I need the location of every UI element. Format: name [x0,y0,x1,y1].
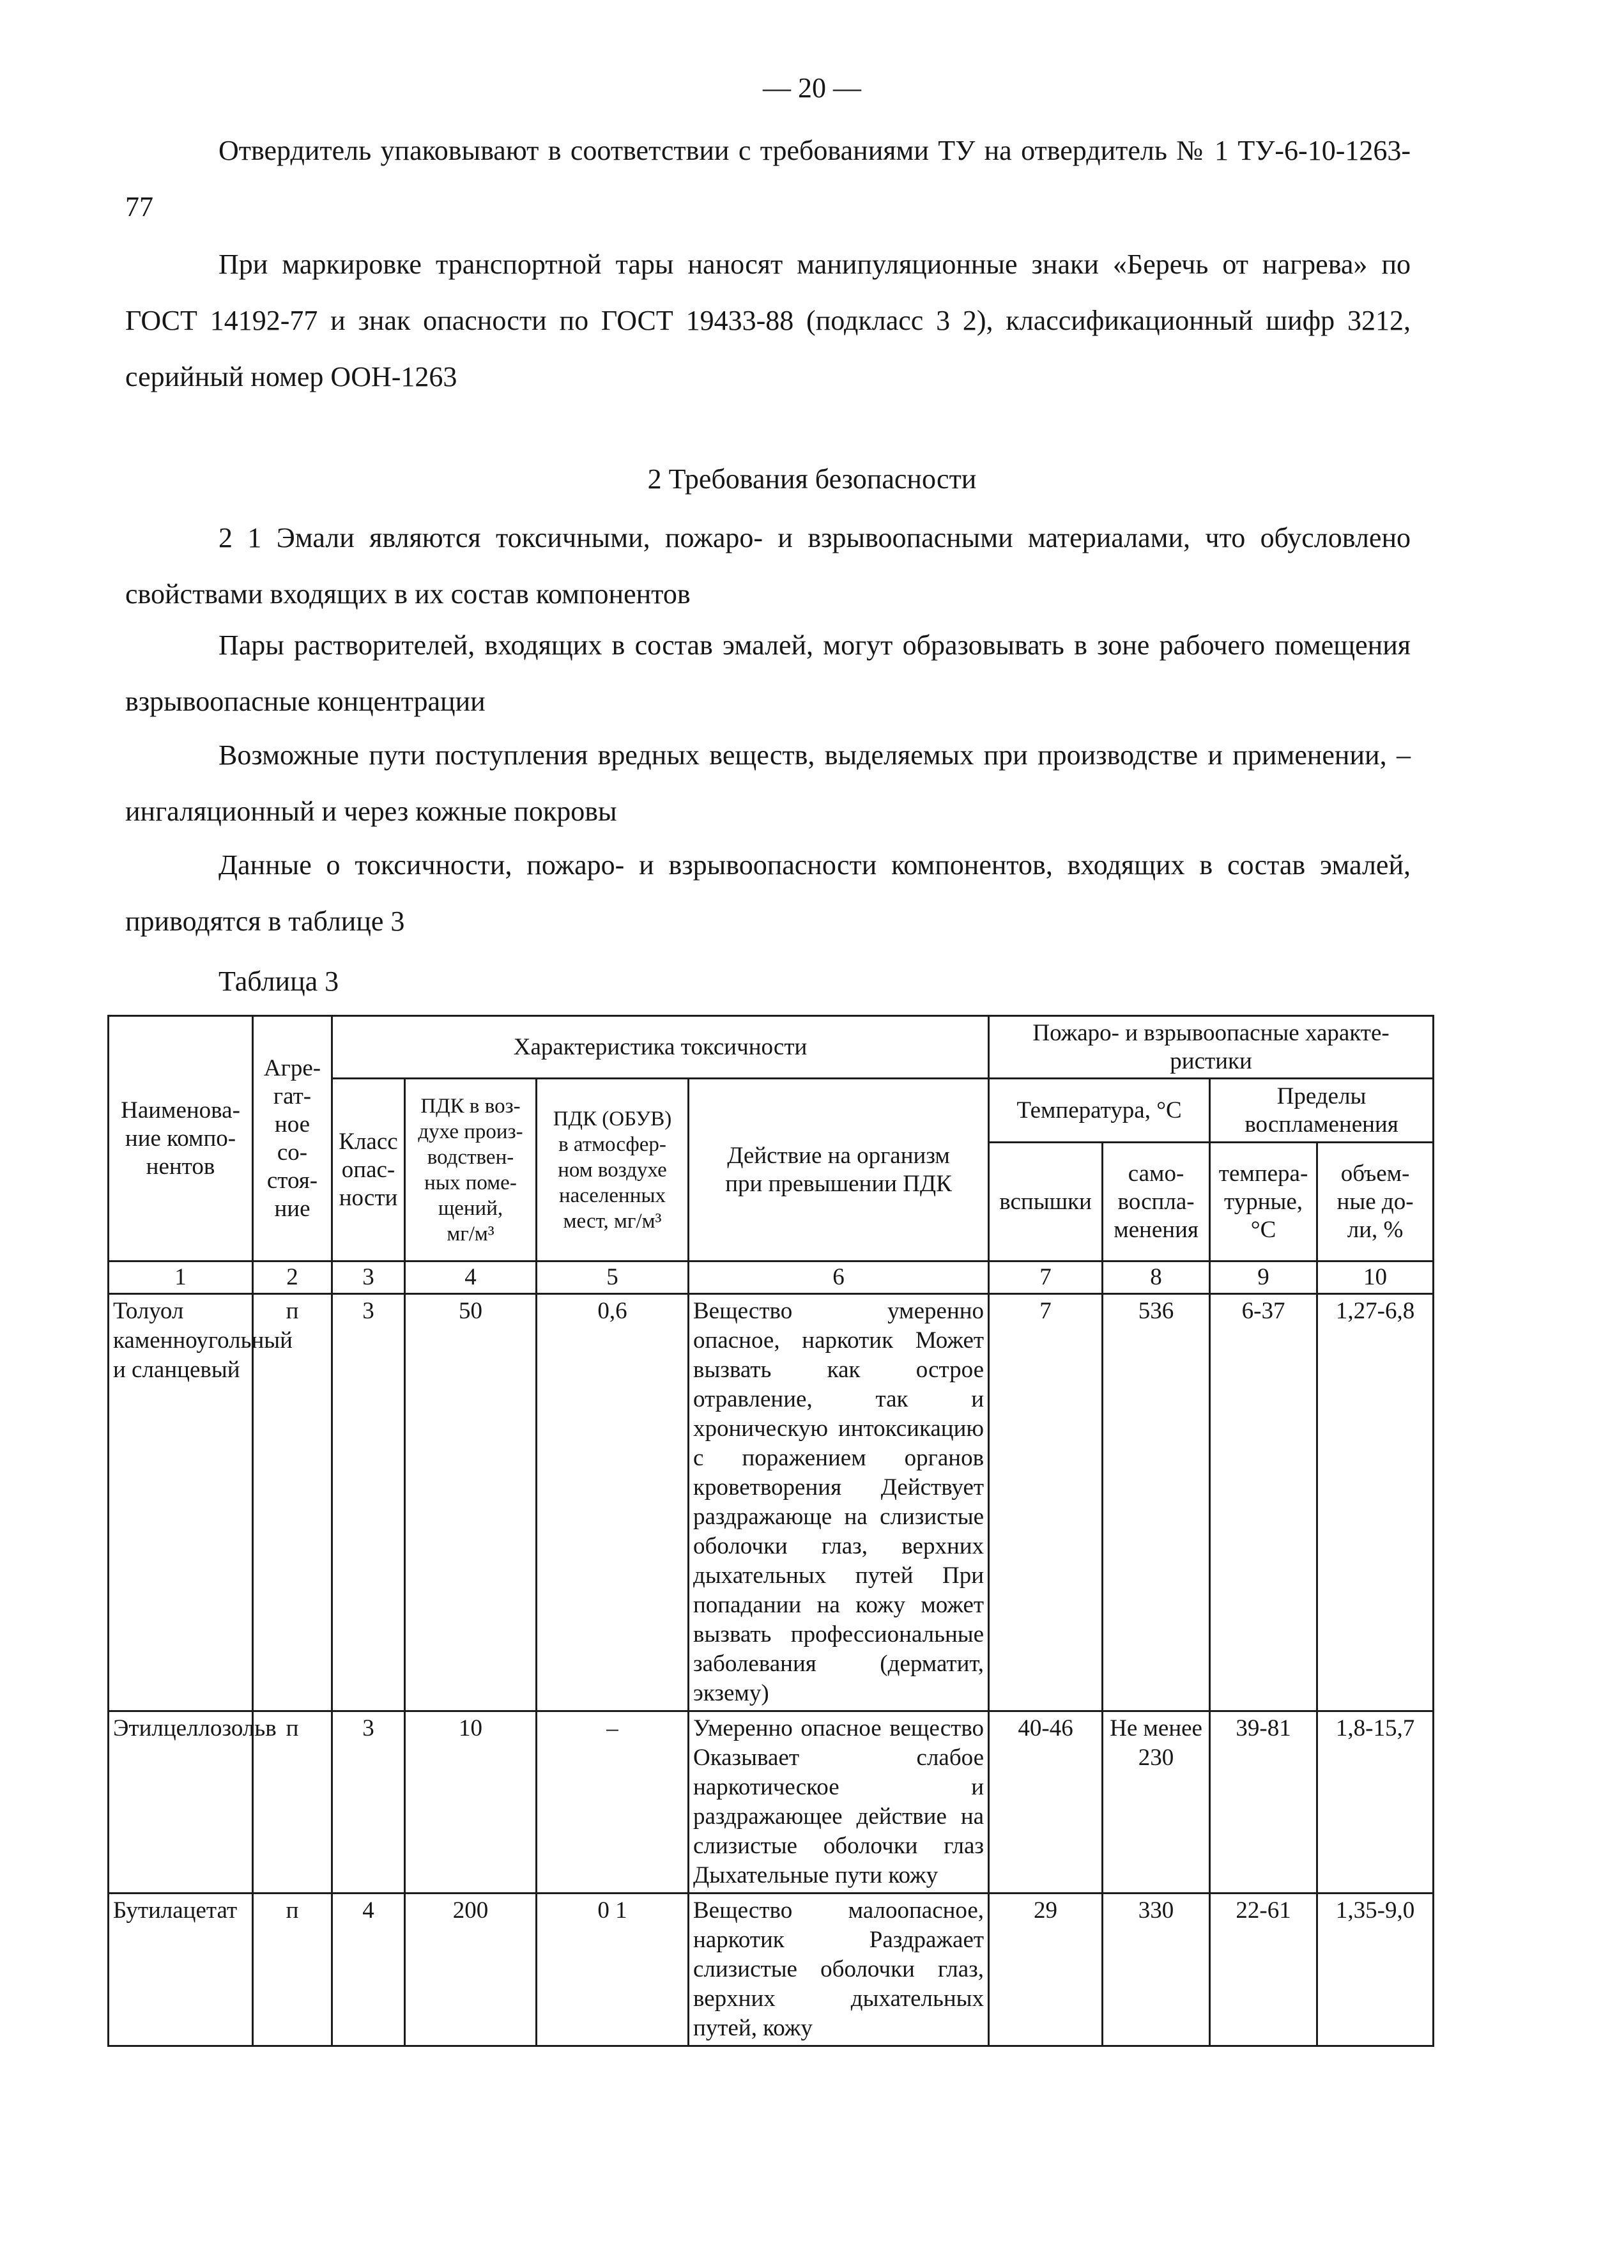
cell-state: п [253,1294,332,1711]
cell-autoignition: Не менее 230 [1103,1711,1210,1894]
paragraph-vapors: Пары растворителей, входящих в состав эмалей, могут образовывать в зоне рабочего помещения взрывоопасные концентрации [125,629,1411,717]
cell-temp-limits: 39-81 [1210,1711,1317,1894]
cell-state: п [253,1894,332,2046]
cell-effect: Вещество малоопасное, наркотик Раздражает слизистые оболочки глаз, верхних дыхательных путей, кожу [689,1894,989,2046]
column-number: 6 [689,1261,989,1294]
header-hazard-class: Класс опас- ности [332,1079,405,1261]
cell-pdk-atm: 0,6 [537,1294,689,1711]
table-caption: Таблица 3 [218,966,339,997]
column-number: 10 [1317,1261,1434,1294]
cell-pdk-work: 200 [405,1894,537,2046]
column-number: 3 [332,1261,405,1294]
cell-vol-limits: 1,35-9,0 [1317,1894,1434,2046]
table-row [109,1294,1434,1711]
paragraph-toxicity: 2 1 Эмали являются токсичными, пожаро- и взрывоопасными материалами, что обусловлено свойствами входящих в их состав компонентов [125,522,1411,610]
column-number: 4 [405,1261,537,1294]
cell-temp-limits: 22-61 [1210,1894,1317,2046]
header-vol-limits: объем- ные до- ли, % [1317,1143,1434,1261]
column-number: 9 [1210,1261,1317,1294]
header-ignition-limits: Пределы воспламенения [1210,1079,1434,1143]
cell-hazard-class: 3 [332,1711,405,1894]
cell-flash: 29 [989,1894,1103,2046]
paragraph-exposure-routes: Возможные пути поступления вредных веществ, выделяемых при производстве и применении, – ингаляционный и через кожные покровы [125,739,1411,827]
paragraph-marking: При маркировке транспортной тары наносят манипуляционные знаки «Беречь от нагрева» по ГОСТ 14192-77 и знак опасности по ГОСТ 19433-88 (подкласс 3 2), классификационный шифр 3212, серийный номер ООН-1263 [125,249,1411,392]
column-number: 5 [537,1261,689,1294]
cell-effect: Вещество умеренно опасное, наркотик Может вызвать как острое отравление, так и хроническую интоксикацию с поражением органов кроветворения Действует раздражающе на слизистые оболочки глаз, верхних дыхательных путей При попадании на кожу может вызвать профессиональные заболевания (дерматит, экзему) [689,1294,989,1711]
column-number-row [109,1261,1434,1294]
cell-effect: Умеренно опасное вещество Оказывает слабое наркотическое и раздражающее действие на слизистые оболочки глаз Дыхательные пути кожу [689,1711,989,1894]
cell-vol-limits: 1,27-6,8 [1317,1294,1434,1711]
cell-flash: 40-46 [989,1711,1103,1894]
cell-name: Этилцеллозольв [109,1711,253,1894]
cell-hazard-class: 4 [332,1894,405,2046]
column-number: 8 [1103,1261,1210,1294]
paragraph-table-reference: Данные о токсичности, пожаро- и взрывоопасности компонентов, входящих в состав эмалей, приводятся в таблице 3 [125,849,1411,937]
cell-hazard-class: 3 [332,1294,405,1711]
cell-pdk-atm: – [537,1711,689,1894]
cell-name: Бутилацетат [109,1894,253,2046]
header-flash: вспышки [989,1143,1103,1261]
cell-vol-limits: 1,8-15,7 [1317,1711,1434,1894]
table-row [109,1894,1434,2046]
hazard-table [107,1015,1434,2047]
paragraph-packaging: Отвердитель упаковывают в соответствии с требованиями ТУ на отвердитель № 1 ТУ-6-10-1263-77 [125,135,1411,222]
column-number: 1 [109,1261,253,1294]
table-header-row [109,1016,1434,1079]
table-row [109,1711,1434,1894]
header-state: Агре- гат- ное со- стоя- ние [253,1016,332,1261]
header-effect: Действие на организм при превышении ПДК [689,1079,989,1261]
cell-state: п [253,1711,332,1894]
cell-flash: 7 [989,1294,1103,1711]
header-name: Наименова- ние компо- нентов [109,1016,253,1261]
cell-pdk-work: 10 [405,1711,537,1894]
column-number: 7 [989,1261,1103,1294]
header-temp-limits: темпера- турные, °С [1210,1143,1317,1261]
header-pdk-atm: ПДК (ОБУВ) в атмосфер- ном воздухе населенных мест, мг/м³ [537,1079,689,1261]
header-temperature: Температура, °С [989,1079,1210,1143]
cell-autoignition: 536 [1103,1294,1210,1711]
header-fire-group: Пожаро- и взрывоопасные характе- ристики [989,1016,1434,1079]
cell-autoignition: 330 [1103,1894,1210,2046]
page-number: — 20 — [763,72,861,104]
cell-temp-limits: 6-37 [1210,1294,1317,1711]
header-pdk-work: ПДК в воз- духе произ- водствен- ных поме- щений, мг/м³ [405,1079,537,1261]
section-title: 2 Требования безопасности [647,463,977,495]
cell-pdk-work: 50 [405,1294,537,1711]
header-toxicity-group: Характеристика токсичности [332,1016,989,1079]
cell-pdk-atm: 0 1 [537,1894,689,2046]
cell-name: Толуол каменноугольный и сланцевый [109,1294,253,1711]
header-autoignition: само- воспла- менения [1103,1143,1210,1261]
column-number: 2 [253,1261,332,1294]
